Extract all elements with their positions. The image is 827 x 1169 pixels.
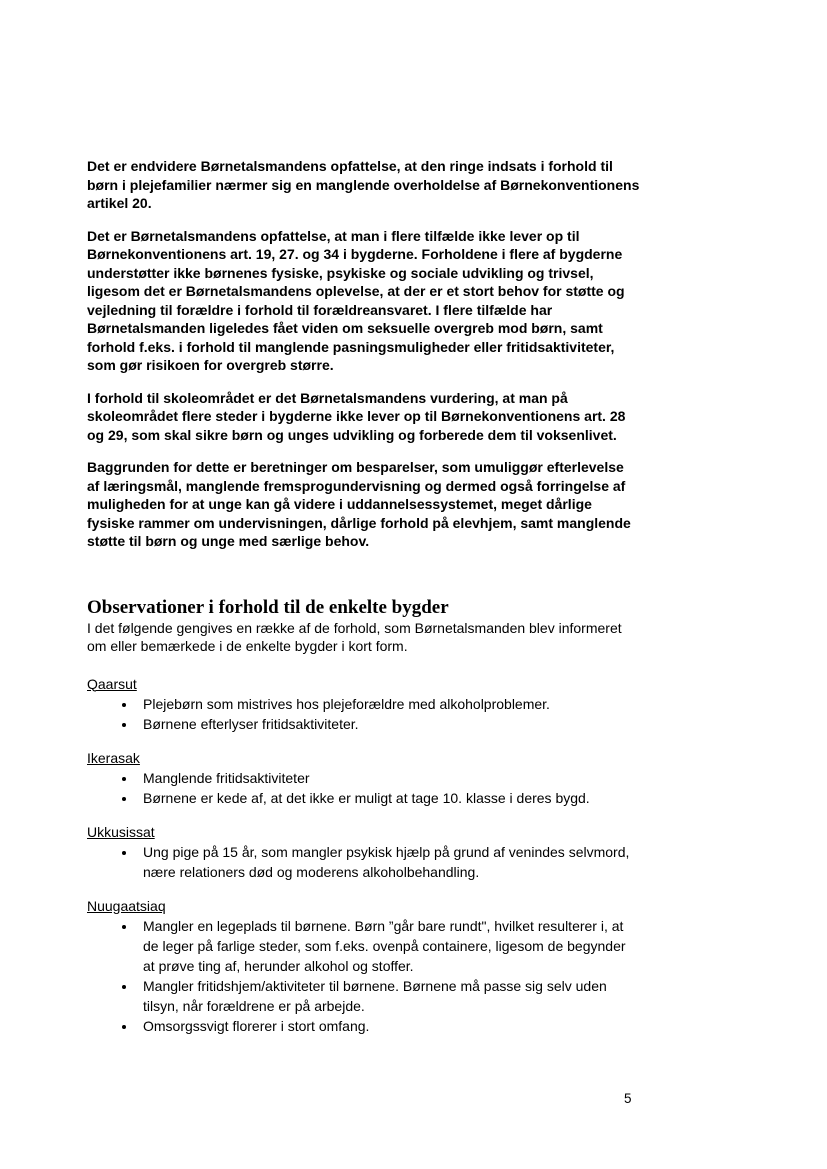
village-section-qaarsut bbox=[87, 674, 640, 734]
bullet-item: • Mangler fritidshjem/aktiviteter til børnene. Børnene må passe sig selv uden tilsyn, når forældrene er på arbejde. bbox=[137, 976, 640, 1016]
bullet-list bbox=[87, 842, 640, 882]
document-content bbox=[87, 157, 640, 1036]
village-section-nuugaatsiaq bbox=[87, 896, 640, 1036]
village-section-ikerasak bbox=[87, 748, 640, 808]
bullet-item: • Omsorgssvigt florerer i stort omfang. bbox=[137, 1016, 640, 1036]
village-section-ukkusissat bbox=[87, 822, 640, 882]
bullet-item: • Mangler en legeplads til børnene. Børn ”går bare rundt", hvilket resulterer i, at de leger på farlige steder, som f.eks. ovenpå containere, ligesom de begynder at prøve ting af, herunder alkohol og stoffer. bbox=[137, 916, 640, 976]
bullet-item: • Manglende fritidsaktiviteter bbox=[137, 768, 640, 788]
village-heading: Ukkusissat bbox=[87, 823, 155, 840]
bullet-item: • Børnene er kede af, at det ikke er muligt at tage 10. klasse i deres bygd. bbox=[137, 788, 640, 808]
bullet-item: • Børnene efterlyser fritidsaktiviteter. bbox=[137, 714, 640, 734]
bullet-item: • Ung pige på 15 år, som mangler psykisk hjælp på grund af venindes selvmord, nære relationers død og moderens alkoholbehandling. bbox=[137, 842, 640, 882]
paragraph-skoleomraadet: I forhold til skoleområdet er det Børnetalsmandens vurdering, at man på skoleområdet flere steder i bygderne ikke lever op til Børnekonventionens art. 28 og 29, som skal sikre børn og unges udvikling og forberede dem til voksenlivet. bbox=[87, 389, 626, 443]
village-heading: Nuugaatsiaq bbox=[87, 897, 166, 914]
village-heading: Ikerasak bbox=[87, 749, 140, 766]
paragraph-plejefamilier: Det er endvidere Børnetalsmandens opfattelse, at den ringe indsats i forhold til børn i plejefamilier nærmer sig en manglende overholdelse af Børnekonventionens artikel 20. bbox=[87, 158, 640, 211]
section-heading: Observationer i forhold til de enkelte bygder bbox=[87, 596, 449, 618]
bullet-list bbox=[87, 694, 640, 734]
bullet-list bbox=[87, 768, 640, 808]
paragraph-baggrund: Baggrunden for dette er beretninger om besparelser, som umuliggør efterlevelse af læringsmål, manglende fremsprogundervisning og dermed også forringelse af muligheden for at unge kan gå videre i uddannelsessystemet, meget dårlige fysiske rammer om undervisningen, dårlige forhold på elevhjem, samt manglende støtte til børn og unge med særlige behov. bbox=[87, 459, 631, 549]
bullet-item: • Plejebørn som mistrives hos plejeforældre med alkoholproblemer. bbox=[137, 694, 640, 714]
page-number: 5 bbox=[624, 1091, 632, 1106]
village-heading: Qaarsut bbox=[87, 675, 137, 692]
bullet-list bbox=[87, 916, 640, 1036]
section-intro: I det følgende gengives en række af de forhold, som Børnetalsmanden blev informeret om eller bemærkede i de enkelte bygder i kort form. bbox=[87, 619, 622, 654]
paragraph-konvention-artikler: Det er Børnetalsmandens opfattelse, at man i flere tilfælde ikke lever op til Børnekonventionens art. 19, 27. og 34 i bygderne. Forholdene i flere af bygderne understøtter ikke børnenes fysiske, psykiske og sociale udvikling og trivsel, ligesom det er Børnetalsmandens oplevelse, at der er et stort behov for støtte og vejledning til forældre i forhold til forældreansvaret. I flere tilfælde har Børnetalsmanden ligeledes fået viden om seksuelle overgreb mod børn, samt forhold f.eks. i forhold til manglende pasningsmuligheder eller fritidsaktiviteter, som gør risikoen for overgreb større. bbox=[87, 227, 625, 373]
